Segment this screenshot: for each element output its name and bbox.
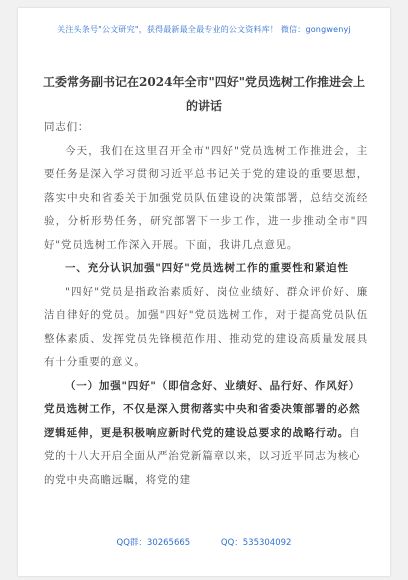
footer-qq-group: QQ群：30265665 [116,538,191,548]
subsection-1-body: 自党的十八大开启全面从严治党新篇章以来，以习近平同志为核心的党中央高瞻远瞩，将党的建 [44,426,361,486]
subsection-1-lead: （一）加强"四好"（即信念好、业绩好、品行好、作风好）党员选树工作，不仅是深入贯彻落实中央和省委决策部署的必然逻辑延伸，更是积极响应新时代党的建设总要求的战略行动。 [44,379,361,439]
document-body [44,116,368,492]
document-title: 工委常务副书记在2024年全市"四好"党员选树工作推进会上的讲话 [43,75,365,113]
footer-qq: QQ：535304092 [220,538,292,548]
subsection-1 [44,375,368,493]
section-1-heading: 一、充分认识加强"四好"党员选树工作的重要性和紧迫性 [65,262,349,274]
section-1-paragraph: "四好"党员是指政治素质好、岗位业绩好、群众评价好、廉洁自律好的党员。加强"四好"党员选树工作，对于提高党员队伍整体素质、发挥党员先锋模范作用、推动党的建设高质量发展具有十分重要的意义。 [44,285,368,368]
intro-paragraph: 今天，我们在这里召开全市"四好"党员选树工作推进会，主要任务是深入学习贯彻习近平总书记关于党的建设的重要思想，落实中央和省委关于加强党员队伍建设的决策部署，总结交流经验，分析形势任务，研究部署下一步工作，进一步推动全市"四好"党员选树工作深入开展。下面，我讲几点意见。 [44,144,368,251]
promo-banner: 关注头条号"公文研究"，获得最新最全最专业的公文资料库！ 微信：gongwenyj [57,25,351,34]
salutation: 同志们： [44,121,90,133]
document-page [18,8,390,576]
footer-contact [18,536,390,548]
